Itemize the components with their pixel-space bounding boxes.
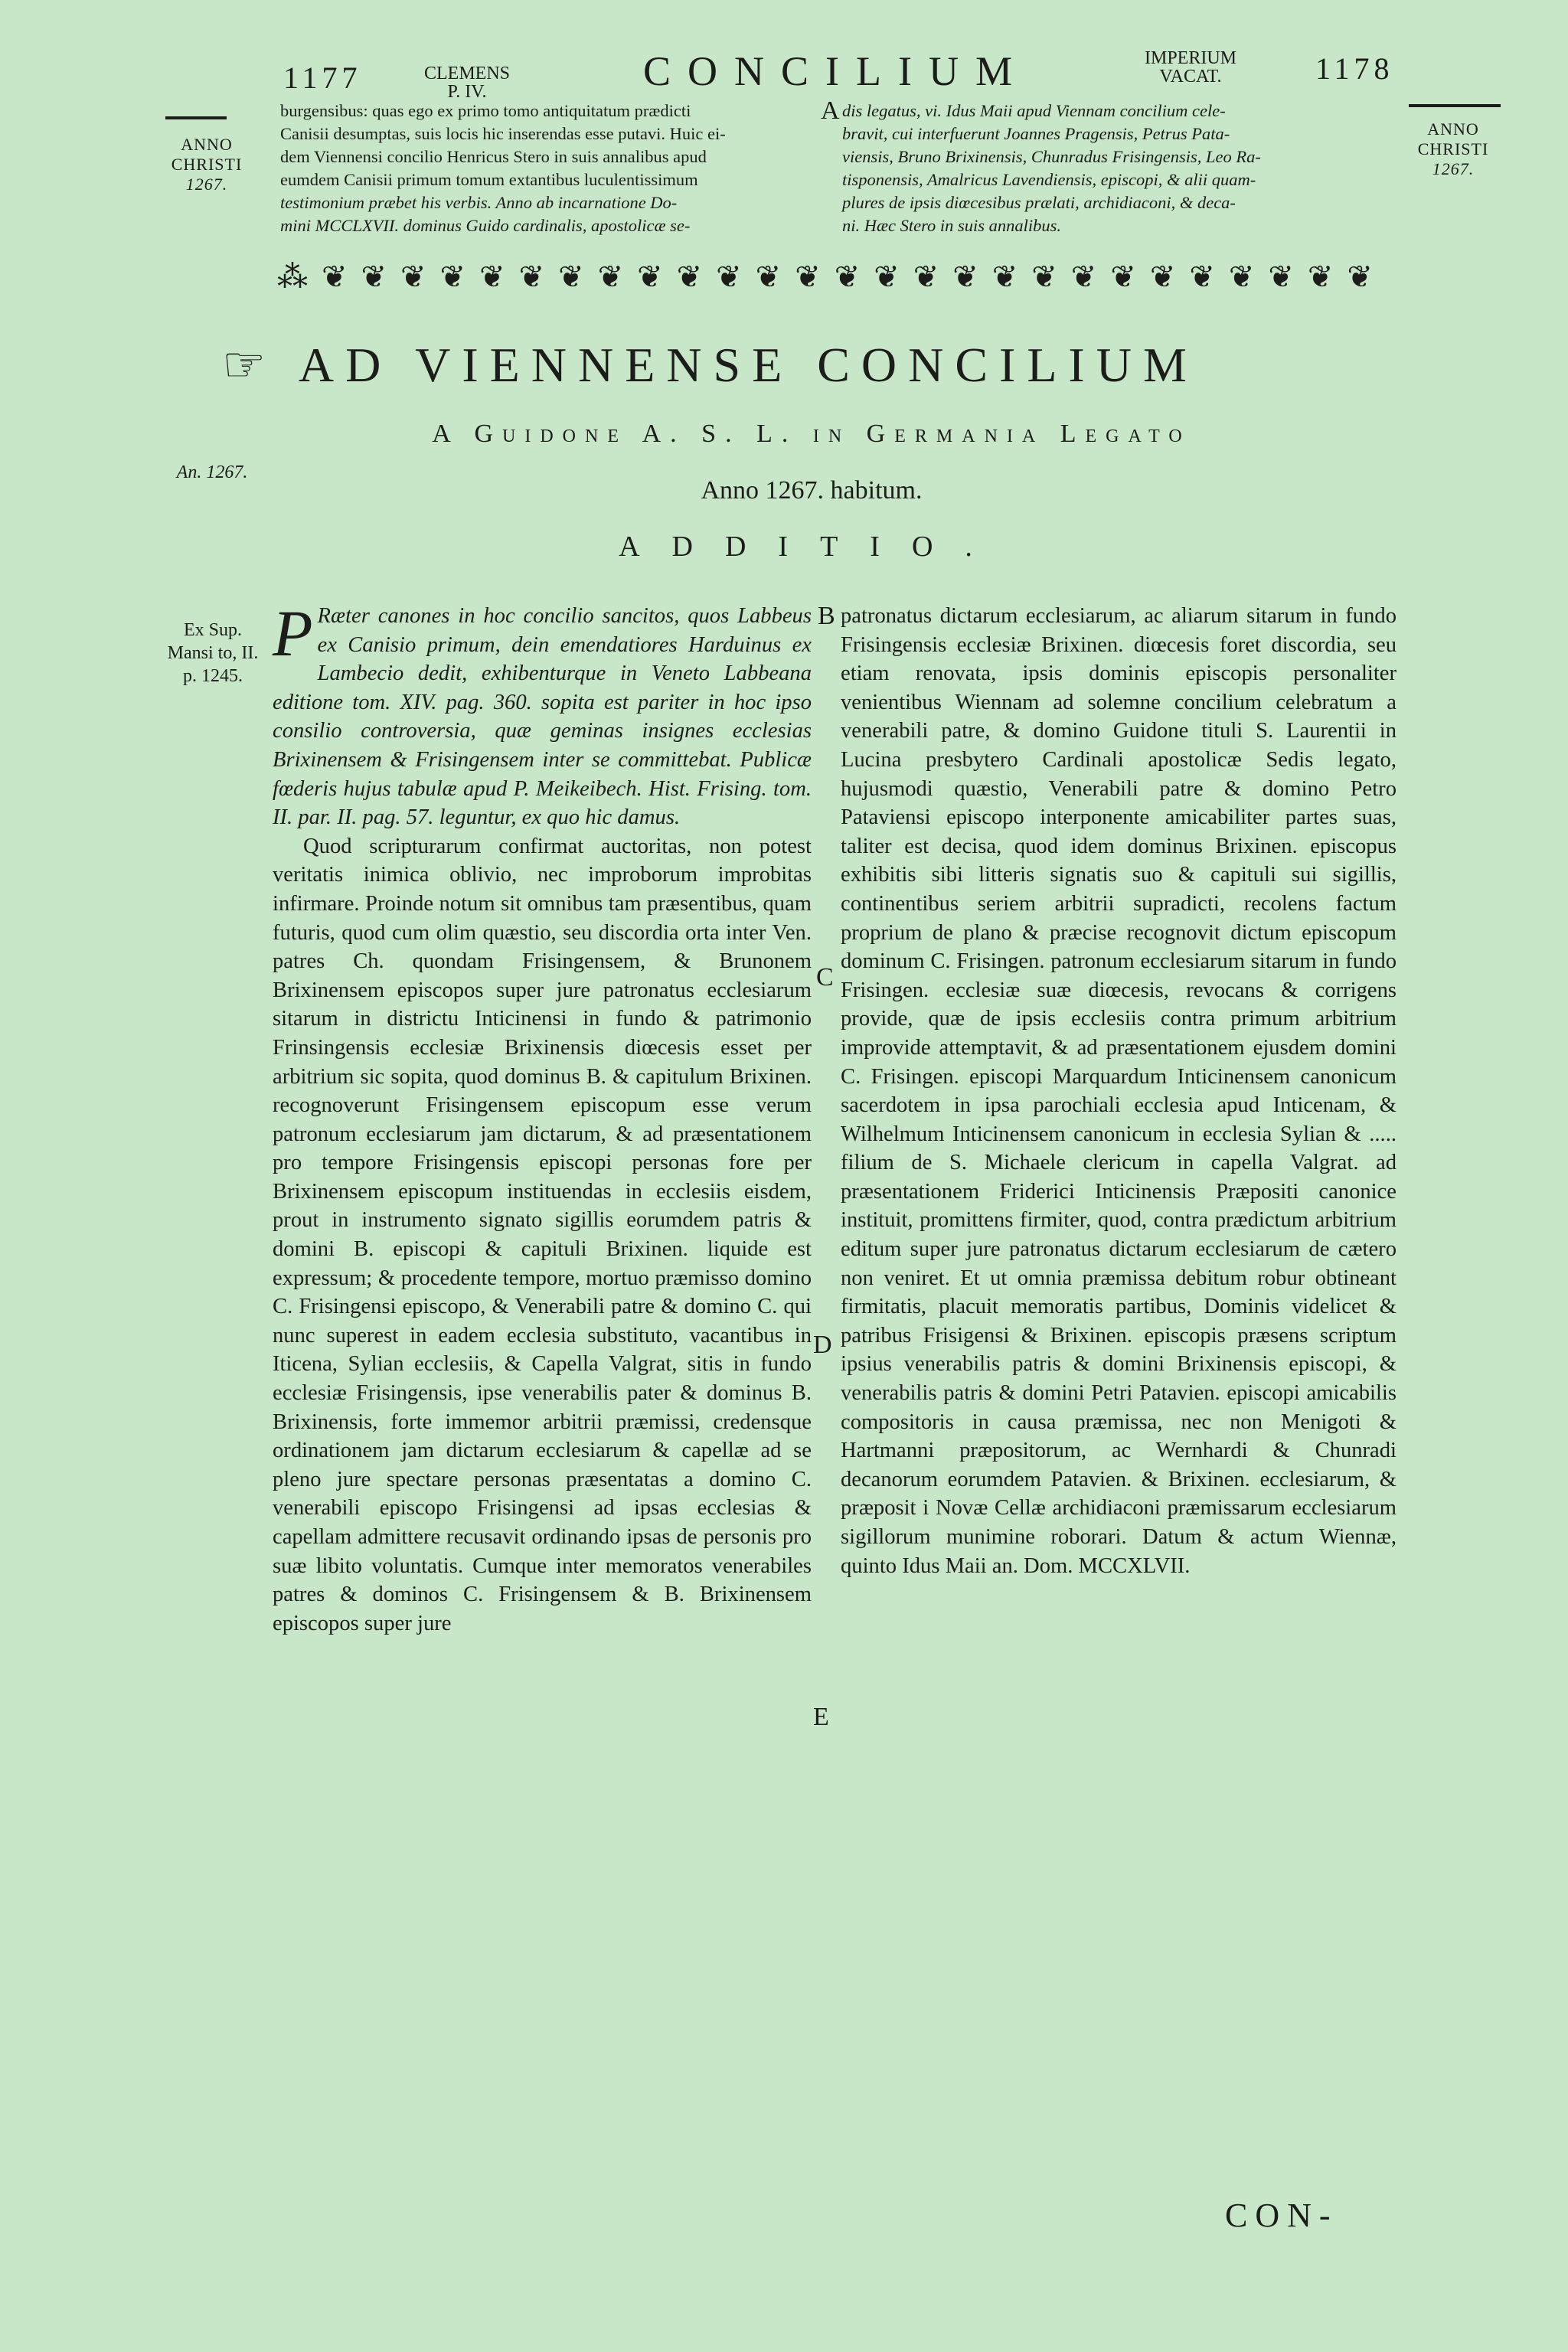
running-head-right-line2: VACAT. xyxy=(1159,67,1222,87)
margin-anno-right-3: 1267. xyxy=(1432,159,1475,178)
drop-cap: P xyxy=(273,596,313,670)
running-head-left-line2: P. IV. xyxy=(447,82,487,102)
top-left-line: eumdem Canisii primum tomum extantibus luculentissimum xyxy=(280,170,698,189)
top-right-line: tisponensis, Amalricus Lavendiensis, episcopi, & alii quam- xyxy=(842,170,1256,189)
source-reference xyxy=(159,619,266,688)
margin-anno-left xyxy=(161,135,253,194)
ornament-band: ⁂ ❦ ❦ ❦ ❦ ❦ ❦ ❦ ❦ ❦ ❦ ❦ ❦ ❦ ❦ ❦ ❦ ❦ ❦ ❦ ❦ ❦ ❦ ❦ ❦ ❦ ❦ ❦ xyxy=(277,260,1376,294)
margin-letter-d: D xyxy=(813,1331,832,1359)
top-right-line: bravit, cui interfuerunt Joannes Pragensis, Petrus Pata- xyxy=(842,124,1230,143)
catchword: CON- xyxy=(1225,2197,1338,2234)
top-right-line: dis legatus, vi. Idus Maii apud Viennam concilium cele- xyxy=(842,101,1226,120)
running-head-right-line1: IMPERIUM xyxy=(1144,48,1236,68)
margin-letter-a: A xyxy=(821,96,840,125)
top-right-column xyxy=(842,100,1401,237)
body-right-column xyxy=(841,602,1396,1580)
margin-an-year: An. 1267. xyxy=(176,462,248,482)
margin-letter-e: E xyxy=(813,1703,829,1731)
top-right-line: ni. Hæc Stero in suis annalibus. xyxy=(842,216,1062,235)
top-left-line: testimonium præbet his verbis. Anno ab incarnatione Do- xyxy=(280,193,678,212)
running-head-left-line1: CLEMENS xyxy=(423,64,510,83)
additio-heading: ADDITIO. xyxy=(619,531,1004,563)
top-left-column xyxy=(280,100,816,237)
document-text-right: patronatus dictarum ecclesiarum, ac aliarum sitarum in fundo Frisingensis ecclesiæ Brixinen. diœcesis foret discordia, seu etiam renovata, ipsis dominis episcopis personaliter venientibus Wiennam ad solemne concilium celebratum a venerabili patre, & domino Guidone tituli S. Laurentii in Lucina presbytero Cardinali apostolicæ Sedis legato, hujusmodi quæstio, Venerabili patre & domino Petro Pataviensi episcopo interponente amicabiliter partes suas, taliter est decisa, quod idem dominus Brixinen. episcopus exhibitis sibi litteris signatis suo & capituli sui sigillis, continentibus seriem arbitrii supradicti, recolens factum proprium de plano & præcise recognovit dictum episcopum dominum C. Frisingen. patronum ecclesiarum sitarum in fundo Frisingen. ecclesiæ suæ diœcesis, revocans & corrigens provide, quæ de ipsis ecclesiis contra primum arbitrium improvide attemptavit, & ad præsentationem ejusdem domini C. Frisingen. episcopi Marquardum Inticinensem canonicum sacerdotem in ipsa parochiali ecclesia apud Inticenam, & Wilhelmum Inticinensem canonicum in ecclesia Sylian & ..... filium de S. Michaele clericum in capella Valgrat. ad præsentationem Friderici Inticinensis Præpositi canonice instituit, promittens firmiter, quod, contra prædictum arbitrium editum super jure patronatus dictarum ecclesiarum de cætero non veniret. Et ut omnia præmissa debitum robur obtineant firmitatis, placuit memoratis partibus, Dominis videlicet & patribus Frisigensi & Brixinen. episcopis præsens scriptum ipsius venerabilis patris & domini Brixinensis episcopi, & venerabilis patris & domini Petri Patavien. episcopi amicabilis compositoris in causa præmissa, nec non Menigoti & Hartmanni præpositorum, ac Wernhardi & Chunradi decanorum eorumdem Patavien. & Brixinen. ecclesiarum, & præposit i Novæ Cellæ archidiaconi præmissarum ecclesiarum sigillorum munimine roborari. Datum & actum Wiennæ, quinto Idus Maii an. Dom. MCCXLVII. xyxy=(841,604,1396,1578)
top-right-line: plures de ipsis diœcesibus prælati, archidiaconi, & deca- xyxy=(842,193,1236,212)
editorial-intro-text: Ræter canones in hoc concilio sancitos, quos Labbeus ex Canisio primum, dein emendatiores Harduinus ex Lambecio dedit, exhibenturque in Veneto Labbeana editione tom. XIV. pag. 360. sopita est pariter in hoc ipso consilio controversia, quæ geminas insignes ecclesias Brixinensem & Frisingensem inter se committebat. Publicæ fœderis hujus tabulæ apud P. Meikeibech. Hist. Frising. tom. II. par. II. pag. 57. leguntur, ex quo hic damus. xyxy=(273,604,812,830)
margin-letter-b: B xyxy=(818,602,835,630)
page-number-left: 1177 xyxy=(283,60,362,95)
margin-letter-c: C xyxy=(816,963,834,991)
source-reference-3: p. 1245. xyxy=(183,666,243,686)
page-number-right: 1178 xyxy=(1315,51,1394,86)
document-text-left: Quod scripturarum confirmat auctoritas, non potest veritatis inimica oblivio, nec improborum improbitas infirmare. Proinde notum sit omnibus tam præsentibus, quam futuris, quod cum olim quæstio, seu discordia orta inter Ven. patres Ch. quondam Frisingensem, & Brunonem Brixinensem episcopos super jure patronatus ecclesiarum sitarum in districtu Inticinensi in fundo & patrimonio Frinsingensis ecclesiæ Brixinensis diœcesis esset per arbitrium sic sopita, quod dominus B. & capitulum Brixinen. recognoverunt Frisingensem episcopum esse verum patronum ecclesiarum jam dictarum, & ad præsentationem pro tempore Frisingensis episcopi personas fore per Brixinensem episcopum instituendas in ecclesiis eisdem, prout in instrumento signato sigillis eorumdem patris & domini B. episcopi & capituli Brixinen. liquide est expressum; & procedente tempore, mortuo præmisso domino C. Frisingensi episcopo, & Venerabili patre & domino C. qui nunc superest in eadem ecclesia substituto, vacantibus in Iticena, Sylian ecclesiis, & Capella Valgrat, sitis in fundo ecclesiæ Frisingensis, ipse venerabilis pater & dominus B. Brixinensis, forte immemor arbitrii præmissi, credensque ordinationem jam dictarum ecclesiarum & capellæ ad se pleno jure spectare personas præsentatas a domino C. venerabili episcopo Frisingensi ad ipsas ecclesias & capellam admittere recusavit ordinando ipsas de personis pro suæ libito voluntatis. Cumque inter memoratos venerabiles patres & dominos C. Frisingensem & B. Brixinensem episcopos super jure xyxy=(273,834,812,1635)
margin-anno-left-2: CHRISTI xyxy=(171,155,243,174)
running-title: CONCILIUM xyxy=(643,48,1029,94)
pointing-hand-icon: ☞ xyxy=(222,338,278,392)
section-title-text: AD VIENNENSE CONCILIUM xyxy=(298,338,1198,392)
running-head-left xyxy=(406,64,528,101)
margin-anno-left-1: ANNO xyxy=(181,135,233,154)
top-left-line: burgensibus: quas ego ex primo tomo antiquitatum prædicti xyxy=(280,101,691,120)
margin-rule-left xyxy=(165,116,227,119)
top-right-line: viensis, Bruno Brixinensis, Chunradus Frisingensis, Leo Ra- xyxy=(842,147,1261,166)
anno-line: Anno 1267. habitum. xyxy=(701,476,923,505)
margin-anno-left-3: 1267. xyxy=(185,175,228,194)
top-left-line: dem Viennensi concilio Henricus Stero in suis annalibus apud xyxy=(280,147,707,166)
running-head-right xyxy=(1118,49,1263,86)
source-reference-1: Ex Sup. xyxy=(183,620,242,640)
section-title xyxy=(222,337,1416,394)
top-left-line: Canisii desumptas, suis locis hic inserendas esse putavi. Huic ei- xyxy=(280,124,726,143)
margin-anno-right-1: ANNO xyxy=(1427,119,1479,139)
editorial-intro xyxy=(273,596,812,832)
margin-rule-right xyxy=(1409,104,1501,107)
margin-anno-right xyxy=(1407,119,1499,179)
body-left-column xyxy=(273,596,812,1638)
margin-anno-right-2: CHRISTI xyxy=(1417,139,1489,158)
top-left-line: mini MCCLXVII. dominus Guido cardinalis, apostolicæ se- xyxy=(280,216,691,235)
source-reference-2: Mansi to, II. xyxy=(167,643,259,663)
section-subtitle: A Guidone A. S. L. in Germania Legato xyxy=(432,420,1191,448)
